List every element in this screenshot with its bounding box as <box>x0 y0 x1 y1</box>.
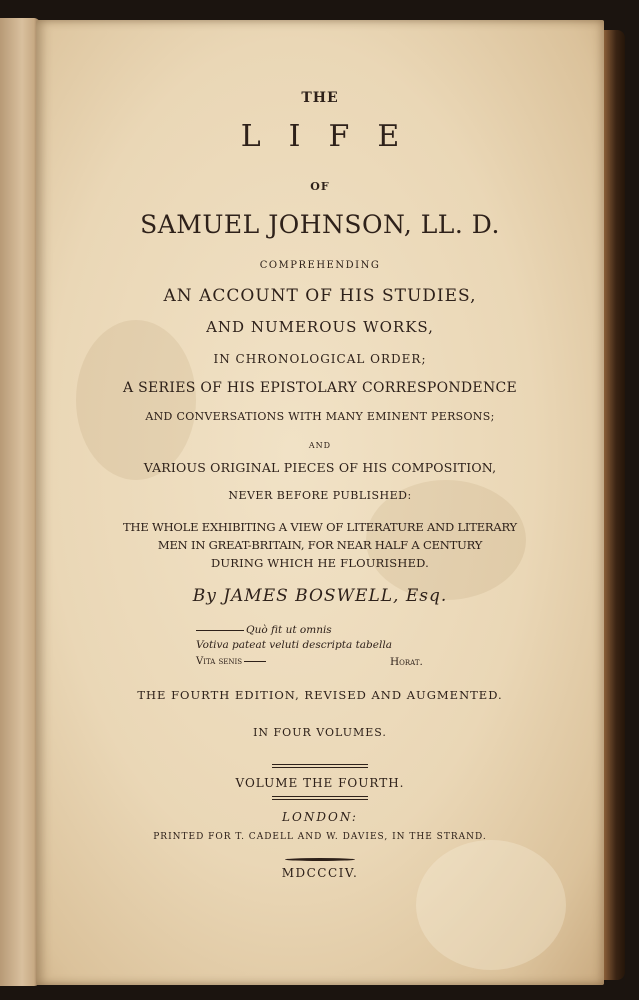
edition-line: THE FOURTH EDITION, REVISED AND AUGMENTED. <box>137 688 503 702</box>
whole-line-3: DURING WHICH HE FLOURISHED. <box>210 556 430 570</box>
comprehending-label: COMPREHENDING <box>259 260 381 271</box>
rule-top-1 <box>272 764 368 765</box>
series-line: A SERIES OF HIS EPISTOLARY CORRESPONDENCE <box>122 380 518 396</box>
author-line: By JAMES BOSWELL, Esq. <box>192 586 448 606</box>
imprint-printer: PRINTED FOR T. CADELL AND W. DAVIES, IN THE STRAND. <box>153 832 487 842</box>
motto-source: Horat. <box>390 656 423 668</box>
whole-line-1: THE WHOLE EXHIBITING A VIEW OF LITERATURE AND LITERARY <box>123 520 517 534</box>
chronological-line: IN CHRONOLOGICAL ORDER; <box>213 352 427 366</box>
conversations-line: AND CONVERSATIONS WITH MANY EMINENT PERSONS; <box>145 410 495 423</box>
volume-line: VOLUME THE FOURTH. <box>235 776 405 790</box>
account-line-1: AN ACCOUNT OF HIS STUDIES, <box>163 286 477 306</box>
latin-motto <box>196 624 456 670</box>
account-line-2: AND NUMEROUS WORKS, <box>206 318 434 336</box>
whole-line-2: MEN IN GREAT-BRITAIN, FOR NEAR HALF A CENTURY <box>157 538 483 552</box>
rule-bottom-2 <box>272 799 368 800</box>
title-page <box>36 20 604 985</box>
motto-dash <box>244 661 266 662</box>
paper-highlight <box>416 840 566 970</box>
motto-text-1: Quò fit ut omnis <box>246 624 332 636</box>
motto-line-2: Votiva pateat veluti descripta tabella <box>196 639 392 651</box>
rule-top-2 <box>272 767 368 768</box>
foxing-stain <box>76 320 196 480</box>
and-line: AND <box>308 441 332 450</box>
never-published-line: NEVER BEFORE PUBLISHED: <box>228 489 412 502</box>
motto-text-3: Vita senis <box>196 656 243 667</box>
title-the: THE <box>301 90 339 106</box>
motto-line-3 <box>196 656 266 667</box>
subject-name: SAMUEL JOHNSON, LL. D. <box>140 210 500 239</box>
motto-line-1 <box>196 624 332 636</box>
title-life: LIFE <box>240 119 428 154</box>
volumes-line: IN FOUR VOLUMES. <box>253 726 387 739</box>
ornamental-rule <box>285 858 355 861</box>
rule-bottom-1 <box>272 796 368 797</box>
imprint-date: MDCCCIV. <box>281 866 359 880</box>
various-line: VARIOUS ORIGINAL PIECES OF HIS COMPOSITION, <box>143 460 497 475</box>
imprint-place: LONDON: <box>282 810 358 824</box>
motto-dash <box>196 630 244 631</box>
title-of: OF <box>310 180 330 193</box>
facing-page-edge <box>0 18 40 986</box>
